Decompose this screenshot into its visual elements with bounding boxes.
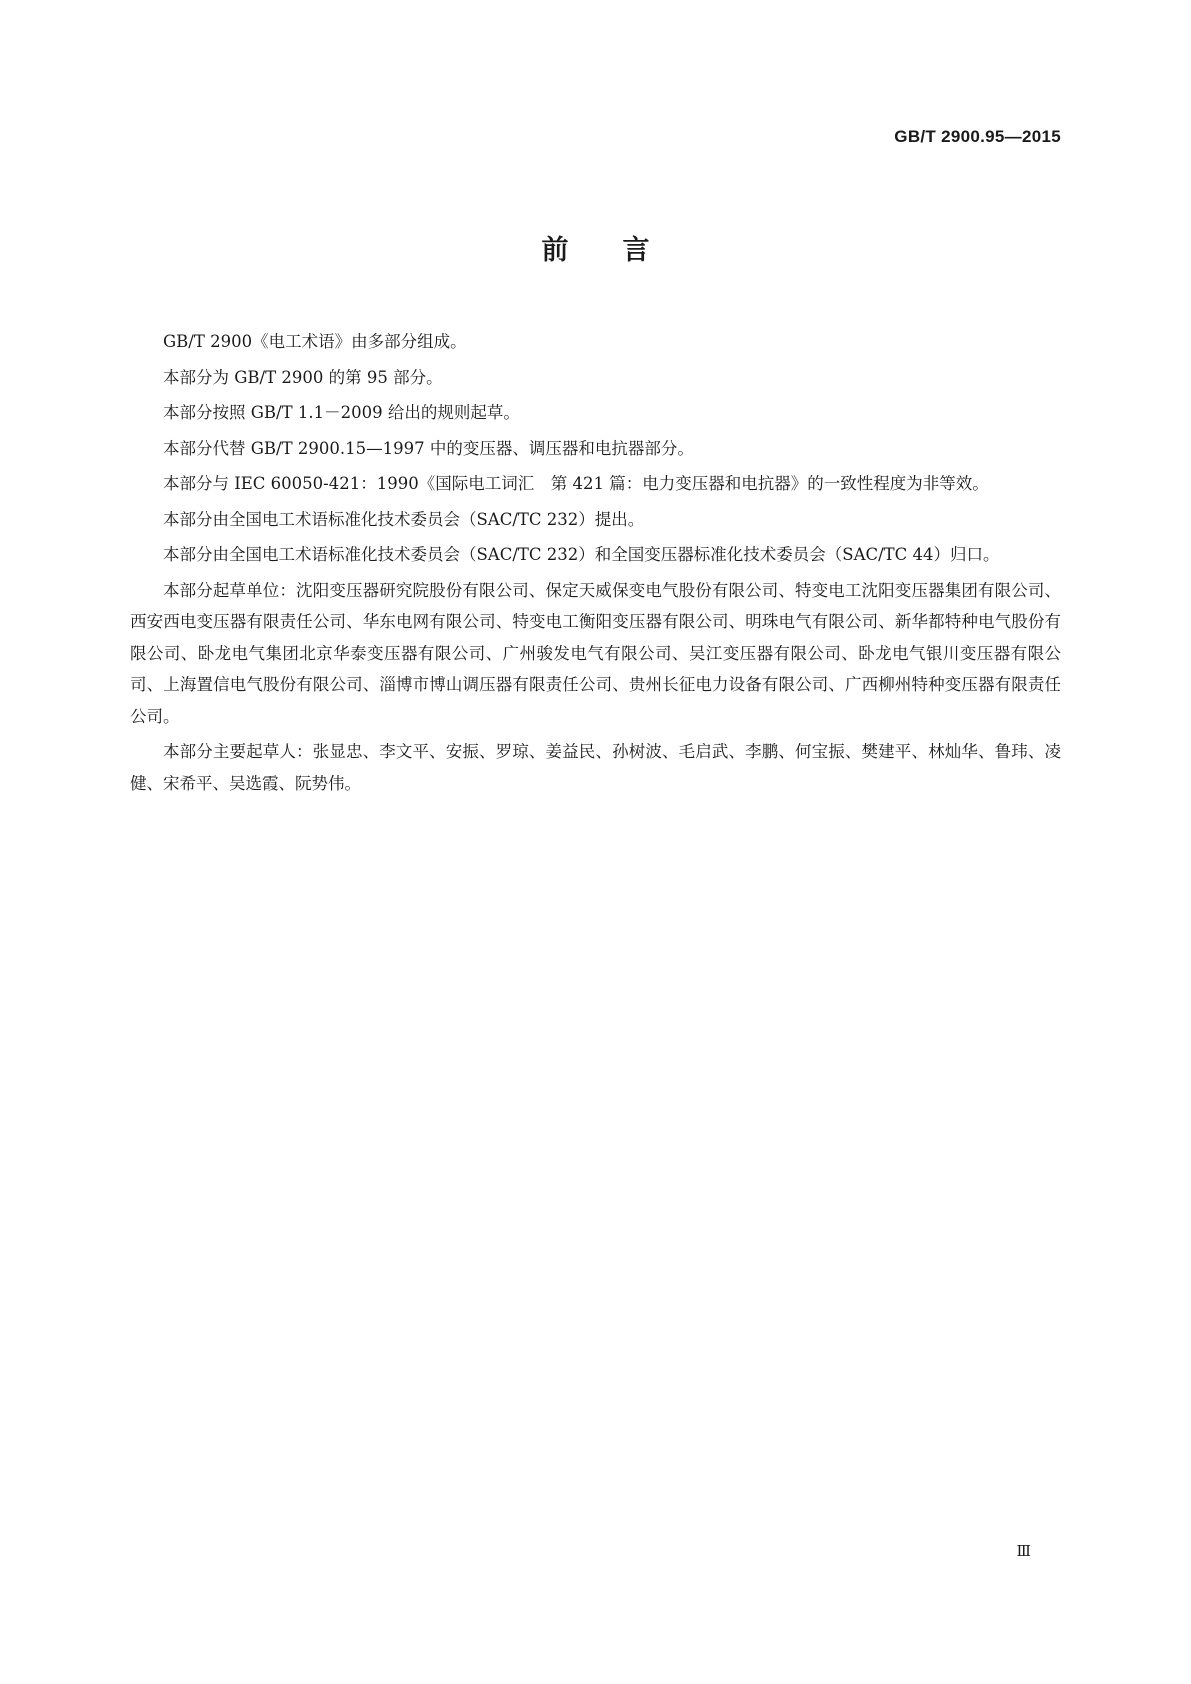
paragraph-replaces: 本部分代替 GB/T 2900.15—1997 中的变压器、调压器和电抗器部分。 (163, 438, 694, 458)
paragraph-administered-by: 本部分由全国电工术语标准化技术委员会（SAC/TC 232）和全国变压器标准化技术委员会（SAC/TC 44）归口。 (163, 545, 1000, 564)
paragraph-series-intro: GB/T 2900《电工术语》由多部分组成。 (163, 332, 467, 351)
paragraph-part-number: 本部分为 GB/T 2900 的第 95 部分。 (163, 367, 443, 387)
paragraph-drafting-rules: 本部分按照 GB/T 1.1－2009 给出的规则起草。 (163, 403, 520, 422)
paragraph-iec-equivalence: 本部分与 IEC 60050-421：1990《国际电工词汇 第 421 篇：电力变压器和电抗器》的一致性程度为非等效。 (163, 474, 989, 493)
paragraph-main-drafters: 本部分主要起草人：张显忠、李文平、安振、罗琼、姜益民、孙树波、毛启武、李鹏、何宝振、樊建平、林灿华、鲁玮、凌健、宋希平、吴选霞、阮势伟。 (130, 742, 1061, 793)
page-title: 前言 (541, 235, 704, 266)
page-number: Ⅲ (1016, 1544, 1031, 1560)
paragraph-proposed-by: 本部分由全国电工术语标准化技术委员会（SAC/TC 232）提出。 (163, 509, 645, 529)
standard-number: GB/T 2900.95—2015 (894, 127, 1061, 146)
foreword-body (130, 326, 1061, 803)
paragraph-drafting-organizations: 本部分起草单位：沈阳变压器研究院股份有限公司、保定天威保变电气股份有限公司、特变电工沈阳变压器集团有限公司、西安西电变压器有限责任公司、华东电网有限公司、特变电工衡阳变压器有限公司、明珠电气有限公司、新华都特种电气股份有限公司、卧龙电气集团北京华泰变压器有限公司、广州骏发电气有限公司、吴江变压器有限公司、卧龙电气银川变压器有限公司、上海置信电气股份有限公司、淄博市博山调压器有限责任公司、贵州长征电力设备有限公司、广西柳州特种变压器有限责任公司。 (130, 580, 1061, 726)
